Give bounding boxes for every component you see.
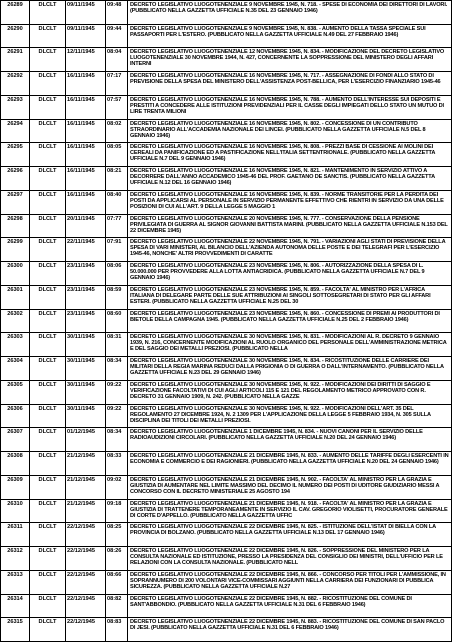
record-description: DECRETO LEGISLATIVO LUOGOTENENZIALE 21 DICEMBRE 1945, N. 918. - FACOLTA' AL MINISTRO PER LA GRAZIA E GIUSTIZIA DI TRATTENERE TEMPORANEAMENTE IN SERVIZIO IL CAV. GREGORIO VIOLISETTI, PROCURATORE GENERALE DI CORTE D'APPELLO. (PUBBLICATO NELLA GAZZETTA UFFIC (127, 500, 452, 523)
table-row (0, 142, 452, 167)
table-row (0, 570, 452, 595)
record-date: 16/11/1945 (65, 72, 105, 96)
record-type: DLCLT (29, 1, 65, 25)
record-number: 26302 (0, 310, 29, 333)
record-date: 09/11/1945 (65, 25, 105, 48)
record-number: 26295 (0, 143, 29, 167)
record-description: DECRETO LEGISLATIVO LUOGOTENENZIALE 12 NOVEMBRE 1945, N. 834. - MODIFICAZIONE DEL DECRETO LEGISLATIVO LUOGOTENENZIALE 30 NOVEMBRE 1944, N. 427, CONCERNENTE LA SOPPRESSIONE DEL MINISTERO DEGLI AFFARI INTERNI (127, 48, 452, 72)
record-description: DECRETO LEGISLATIVO LUOGOTENENZIALE 9 NOVEMBRE 1945, N. 838. - AUMENTO DELLA TASSA SPECIALE SUI PASSAPORTI PER L'ESTERO. (PUBBLICATO NELLA GAZZETTA UFFICIALE N.49 DEL 27 FEBBRAIO 1946) (127, 25, 452, 48)
record-date: 22/12/1945 (65, 547, 105, 571)
record-description: DECRETO LEGISLATIVO LUOGOTENENZIALE 22 DICEMBRE 1945, N. 826. - SOPPRESSIONE DEL MINISTERO PER LA CONSULTA NAZIONALE ED ISTITUZIONE, PRESSO LA PRESIDENZA DEL CONSIGLIO DEI MINISTRI, DELL'UFFICIO PER LE RELAZIONI CON LA CONSULTA NAZIONALE. (PUBBLICATO NELL (127, 547, 452, 571)
record-description: DECRETO LEGISLATIVO LUOGOTENENZIALE 16 NOVEMBRE 1945, N. 802. - CONCESSIONE DI UN CONTRIBUTO STRAORDINARIO ALL'ACCADEMIA NAZIONALE DEI LINCEI. (PUBBLICATO NELLA GAZZETTA UFFICIALE N.5 DEL 8 GENNAIO 1946) (127, 120, 452, 143)
table-row (0, 24, 452, 48)
table-row (0, 475, 452, 500)
record-description: DECRETO LEGISLATIVO LUOGOTENENZIALE 30 NOVEMBRE 1945, N. 831. - MODIFICAZIONI AL R. DECRETO 9 GENNAIO 1939, N. 216, CONCERNENTE MODIFICAZIONI AL RUOLO ORGANICO DEL PERSONALE DELL'AMMINISTRAZIONE METRICA E DEL SAGGIO DEI METALLI PREZIOSI. (PUBBLICATO NELLA (127, 333, 452, 357)
record-number: 26313 (0, 571, 29, 595)
table-row (0, 261, 452, 286)
record-code: 07:57 (105, 96, 127, 120)
record-type: DLCLT (29, 120, 65, 143)
record-code: 07:77 (105, 215, 127, 238)
record-type: DLCLT (29, 72, 65, 96)
record-description: DECRETO LEGISLATIVO LUOGOTENENZIALE 9 NOVEMBRE 1945, N. 718. - SPESE DI ECONOMIA DEI DIRETTORI DI LAVORI. (PUBBLICATO NELLA GAZZETTA UFFICIALE N.35 DEL 23 GENNAIO 1946) (127, 1, 452, 25)
record-date: 16/11/1945 (65, 167, 105, 191)
record-code: 08:40 (105, 191, 127, 215)
table-row (0, 95, 452, 120)
record-description: DECRETO LEGISLATIVO LUOGOTENENZIALE 16 NOVEMBRE 1945, N. 808. - PREZZI BASE DI CESSIONE AI MOLINI DEI CEREALI DA PANIFICAZIONE ED A PASTIFICAZIONE NELL'ITALIA SETTENTRIONALE. (PUBBLICATO NELLA GAZZETTA UFFICIALE N.7 DEL 9 GENNAIO 1946) (127, 143, 452, 167)
record-description: DECRETO LEGISLATIVO LUOGOTENENZIALE 16 NOVEMBRE 1945, N. 821. - MANTENIMENTO IN SERVIZIO ATTIVO A DECORRERE DALL'ANNO ACCADEMICO 1945-46 DEL PROF. GAETANO DE SANCTIS. (PUBBLICATO NELLA GAZZETTA UFFICIALE N.12 DEL 16 GENNAIO 1946) (127, 167, 452, 191)
table-row (0, 404, 452, 428)
record-type: DLCLT (29, 523, 65, 547)
record-code: 08:02 (105, 120, 127, 143)
record-type: DLCLT (29, 215, 65, 238)
record-code: 09:02 (105, 476, 127, 500)
record-description: DECRETO LEGISLATIVO LUOGOTENENZIALE 22 DICEMBRE 1945, N. 825. - ISTITUZIONE DELL'ISTAT DI BIELLA CON LA PROVINCIA DI BOLZANO. (PUBBLICATO NELLA GAZZETTA UFFICIALE N.13 DEL 17 GENNAIO 1946) (127, 523, 452, 547)
record-date: 16/11/1945 (65, 143, 105, 167)
table-row (0, 237, 452, 262)
record-code: 08:66 (105, 571, 127, 595)
record-date: 21/12/1945 (65, 500, 105, 523)
record-number: 26307 (0, 428, 29, 452)
table-row (0, 380, 452, 405)
record-code: 08:34 (105, 428, 127, 452)
table-row (0, 522, 452, 547)
table-row (0, 332, 452, 357)
table-row (0, 119, 452, 143)
record-type: DLCLT (29, 500, 65, 523)
record-number: 26301 (0, 286, 29, 310)
record-date: 16/11/1945 (65, 96, 105, 120)
record-description: DECRETO LEGISLATIVO LUOGOTENENZIALE 22 DICEMBRE 1945, N. 882. - RICOSTITUZIONE DEL COMUNE DI SANT'ABBONDIO. (PUBBLICATO NELLA GAZZETTA UFFICIALE N.31 DEL 6 FEBBRAIO 1946) (127, 595, 452, 618)
record-type: DLCLT (29, 357, 65, 381)
record-date: 22/12/1945 (65, 595, 105, 618)
record-description: DECRETO LEGISLATIVO LUOGOTENENZIALE 1 DICEMBRE 1945, N. 834. - NUOVI CANONI PER IL SERVIZIO DELLE RADIOAUDIZIONI CIRCOLARI. (PUBBLICATO NELLA GAZZETTA UFFICIALE N.20 DEL 24 GENNAIO 1946) (127, 428, 452, 452)
record-code: 08:59 (105, 286, 127, 310)
record-description: DECRETO LEGISLATIVO LUOGOTENENZIALE 22 DICEMBRE 1945, N. 883. - RICOSTITUZIONE DEL COMUNE DI SAN PACLO DI JESI. (PUBBLICATO NELLA GAZZETTA UFFICIALE N.31 DEL 6 FEBBRAIO 1946) (127, 618, 452, 641)
table-row (0, 499, 452, 523)
record-code: 08:34 (105, 357, 127, 381)
record-number: 26289 (0, 1, 29, 25)
record-number: 26306 (0, 405, 29, 428)
record-number: 26297 (0, 191, 29, 215)
record-description: DECRETO LEGISLATIVO LUOGOTENENZIALE 22 DICEMBRE 1945, N. 866. - CONCORSO PER TITOLI PER L'AMMISSIONE, IN SOPRANNUMERO DI 200 VOLONTARI VICE-COMMISSARI AGGIUNTI NELLA CARRIERA DEI FUNZIONARI DI PUBBLICA SICUREZZA. (PUBBLICATO NELLA GAZZETTA UFFICIALE N.27 (127, 571, 452, 595)
record-number: 26290 (0, 25, 29, 48)
table-row (0, 546, 452, 571)
record-type: DLCLT (29, 48, 65, 72)
table-row (0, 594, 452, 618)
record-number: 26309 (0, 476, 29, 500)
record-date: 16/11/1945 (65, 191, 105, 215)
record-code: 08:25 (105, 523, 127, 547)
record-number: 26314 (0, 595, 29, 618)
record-type: DLCLT (29, 547, 65, 571)
table-row (0, 309, 452, 333)
record-date: 30/11/1945 (65, 357, 105, 381)
record-code: 08:83 (105, 618, 127, 641)
record-code: 08:26 (105, 547, 127, 571)
record-code: 07:91 (105, 238, 127, 262)
record-description: DECRETO LEGISLATIVO LUOGOTENENZIALE 21 DICEMBRE 1945, N. 833. - AUMENTO DELLE TARIFFE DEGLI ESERCENTI IN ECONOMIA E COMMERCIO E DEI RAGIONIERI. (PUBBLICATO NELLA GAZZETTA UFFICIALE N.20 DEL 24 GENNAIO 1946) (127, 452, 452, 476)
record-description: DECRETO LEGISLATIVO LUOGOTENENZIALE 16 NOVEMBRE 1945, N. 839. - NORME TRANSITORIE PER LA PERDITA DEI POSTI DA APPLICARSI AL PERSONALE IN SERVIZIO PERMANENTE EFFETTIVO CHE RIENTRI IN SERVIZIO DA UNA DELLE POSIZIONI DI CUI ALL'ART. 9 DELLA LEGGE 5 MAGGIO 1 (127, 191, 452, 215)
record-number: 26291 (0, 48, 29, 72)
table-row (0, 166, 452, 191)
record-number: 26292 (0, 72, 29, 96)
record-date: 22/11/1945 (65, 238, 105, 262)
table-row (0, 214, 452, 238)
record-number: 26293 (0, 96, 29, 120)
record-date: 23/11/1945 (65, 286, 105, 310)
record-date: 21/12/1945 (65, 452, 105, 476)
record-number: 26300 (0, 262, 29, 286)
table-row (0, 190, 452, 215)
record-number: 26315 (0, 618, 29, 641)
record-description: DECRETO LEGISLATIVO LUOGOTENENZIALE 23 NOVEMBRE 1945, N. 860. - CONCESSIONE DI PREMI AI PRODUTTORI DI BIETOLE DELLA CAMPAGNA 1945. (PUBBLICATO NELLA GAZZETTA UFFICIALE N.25 DEL 2 FEBBRAIO 1946) (127, 310, 452, 333)
record-code: 09:22 (105, 405, 127, 428)
record-number: 26299 (0, 238, 29, 262)
record-date: 23/11/1945 (65, 310, 105, 333)
record-number: 26294 (0, 120, 29, 143)
record-type: DLCLT (29, 191, 65, 215)
record-type: DLCLT (29, 381, 65, 405)
record-description: DECRETO LEGISLATIVO LUOGOTENENZIALE 21 DICEMBRE 1945, N. 902. - FACOLTA' AL MINISTRO PER LA GRAZIA E GIUSTIZIA DI AUMENTARE NEL LIMITE MASSIMO DEL DECIMO IL NUMERO DEI POSTI DI UDITORE GIUDIZIARIO MESSI A CONCORSO CON IL DECRETO MINISTERIALE 25 AGOSTO 194 (127, 476, 452, 500)
record-code: 08:33 (105, 452, 127, 476)
record-code: 09:18 (105, 500, 127, 523)
table-row (0, 71, 452, 96)
record-code: 09:22 (105, 381, 127, 405)
record-date: 20/11/1945 (65, 215, 105, 238)
record-description: DECRETO LEGISLATIVO LUOGOTENENZIALE 16 NOVEMBRE 1945, N. 788. - AUMENTO DELL'INTERESSE SUI DEPOSITI E PRESTITI A CONCEDERE ALLE ISTITUZIONI PREVIDENZIALI PER IL CASSE DEGLI IMPIEGATI DELLO STATO UN MUTUO DI LIRE TRENTA MILIONI (127, 96, 452, 120)
record-code: 08:06 (105, 262, 127, 286)
record-description: DECRETO LEGISLATIVO LUOGOTENENZIALE 23 NOVEMBRE 1945, N. 859. - FACOLTA' AL MINISTRO PER L'AFRICA ITALIANA DI DELEGARE PARTE DELLE SUE ATTRIBUZIONI AI SINGOLI SOTTOSEGRETARI DI STATO PER GLI AFFARI ESTERI. (PUBBLICATO NELLA GAZZETTA UFFICIALE N.25 DEL 30 (127, 286, 452, 310)
record-description: DECRETO LEGISLATIVO LUOGOTENENZIALE 20 NOVEMBRE 1945, N. 777. - CONSERVAZIONE DELLA PENSIONE PRIVILEGIATA DI GUERRA AL SIGNOR GIOVANNI BATTISTA MARINI. (PUBBLICATO NELLA GAZZETTA UFFICIALE N.153 DEL 22 DICEMBRE 1945) (127, 215, 452, 238)
record-type: DLCLT (29, 452, 65, 476)
record-description: DECRETO LEGISLATIVO LUOGOTENENZIALE 30 NOVEMBRE 1945, N. 922. - MODIFICAZIONI DEI DIRITTI DI SAGGIO E VERIFICAZIONE FACOLTATIVI DI CUI AGLI ARTICOLI 115 E 121 DEL REGOLAMENTO METRICO APPROVATO CON R. DECRETO 31 GENNAIO 1909, N. 242. (PUBBLICATO NELLA GAZZE (127, 381, 452, 405)
record-code: 08:31 (105, 333, 127, 357)
record-code: 07:17 (105, 72, 127, 96)
table-row (0, 356, 452, 381)
table-row (0, 451, 452, 476)
record-code: 08:05 (105, 143, 127, 167)
record-description: DECRETO LEGISLATIVO LUOGOTENENZIALE 22 NOVEMBRE 1945, N. 791. - VARIAZIONI AGLI STATI DI PREVISIONE DELLA SPESA DI VARI MINISTERI, AL BILANCIO DELL'AZIENDA AUTONOMA DELLE POSTE E DEI TELEGRAFI PER L'ESERCIZIO 1945-46, NONCHE' ALTRI PROVVEDIMENTI DI CARATTE (127, 238, 452, 262)
record-type: DLCLT (29, 618, 65, 641)
record-date: 30/11/1945 (65, 333, 105, 357)
record-number: 26303 (0, 333, 29, 357)
record-type: DLCLT (29, 143, 65, 167)
record-description: DECRETO LEGISLATIVO LUOGOTENENZIALE 16 NOVEMBRE 1945, N. 717. - ASSEGNAZIONE DI FONDI ALLO STATO DI PREVISIONE DELLA SPESA DEL MINISTERO DELL'ASSISTENZA POST-BELLICA, PER L'ESERCIZIO FINANZIARIO 1945-46 (127, 72, 452, 96)
record-number: 26296 (0, 167, 29, 191)
record-type: DLCLT (29, 25, 65, 48)
record-number: 26310 (0, 500, 29, 523)
record-description: DECRETO LEGISLATIVO LUOGOTENENZIALE 23 NOVEMBRE 1945, N. 806. - AUTORIZZAZIONE DELLA SPESA DI L. 50.000.000 PER PROVVEDERE ALLA LOTTA ANTIACRIDICA. (PUBBLICATO NELLA GAZZETTA UFFICIALE N.7 DEL 9 GENNAIO 1946) (127, 262, 452, 286)
record-date: 22/12/1945 (65, 618, 105, 641)
record-description: DECRETO LEGISLATIVO LUOGOTENENZIALE 30 NOVEMBRE 1945, N. 834. - RICOSTITUZIONE DELLE CARRIERE DEI MILITARI DELLA REGIA MARINA REDUCI DALLA PRIGIONIA O DI GUERRA O DALL'INTERNAMENTO. (PUBBLICATO NELLA GAZZETTA UFFICIALE N.23 DEL 29 GENNAIO 1946) (127, 357, 452, 381)
record-date: 12/11/1945 (65, 48, 105, 72)
record-type: DLCLT (29, 333, 65, 357)
record-code: 09:48 (105, 1, 127, 25)
record-type: DLCLT (29, 571, 65, 595)
table-row (0, 47, 452, 72)
record-code: 08:04 (105, 48, 127, 72)
record-type: DLCLT (29, 428, 65, 452)
record-date: 21/12/1945 (65, 476, 105, 500)
table-row (0, 0, 452, 25)
table-row (0, 617, 452, 642)
record-type: DLCLT (29, 96, 65, 120)
table-row (0, 427, 452, 452)
record-date: 01/12/1945 (65, 428, 105, 452)
record-type: DLCLT (29, 595, 65, 618)
record-number: 26312 (0, 547, 29, 571)
record-date: 30/11/1945 (65, 381, 105, 405)
record-date: 16/11/1945 (65, 120, 105, 143)
record-type: DLCLT (29, 476, 65, 500)
record-number: 26308 (0, 452, 29, 476)
record-date: 30/11/1945 (65, 405, 105, 428)
record-date: 09/11/1945 (65, 1, 105, 25)
record-description: DECRETO LEGISLATIVO LUOGOTENENZIALE 30 NOVEMBRE 1945, N. 922. - MODIFICAZIONI DELL'ART. 35 DEL REGOLAMENTO 27 DICEMBRE 1924, N. 2 1309 PER L'APPLICAZIONE DELLA LEGGE 5 FEBBRAIO 1934, N. 305 SULLA DISCIPLINA DEI TITOLI DEI METALLI PREZIOSI. (127, 405, 452, 428)
record-number: 26305 (0, 381, 29, 405)
record-number: 26311 (0, 523, 29, 547)
record-date: 23/11/1945 (65, 262, 105, 286)
record-type: DLCLT (29, 262, 65, 286)
record-code: 08:21 (105, 167, 127, 191)
record-date: 22/12/1945 (65, 571, 105, 595)
table-row (0, 285, 452, 310)
record-code: 08:82 (105, 595, 127, 618)
record-type: DLCLT (29, 405, 65, 428)
record-type: DLCLT (29, 238, 65, 262)
record-type: DLCLT (29, 310, 65, 333)
record-number: 26304 (0, 357, 29, 381)
record-number: 26298 (0, 215, 29, 238)
record-type: DLCLT (29, 286, 65, 310)
record-code: 08:60 (105, 310, 127, 333)
record-date: 22/12/1945 (65, 523, 105, 547)
record-code: 09:44 (105, 25, 127, 48)
record-type: DLCLT (29, 167, 65, 191)
